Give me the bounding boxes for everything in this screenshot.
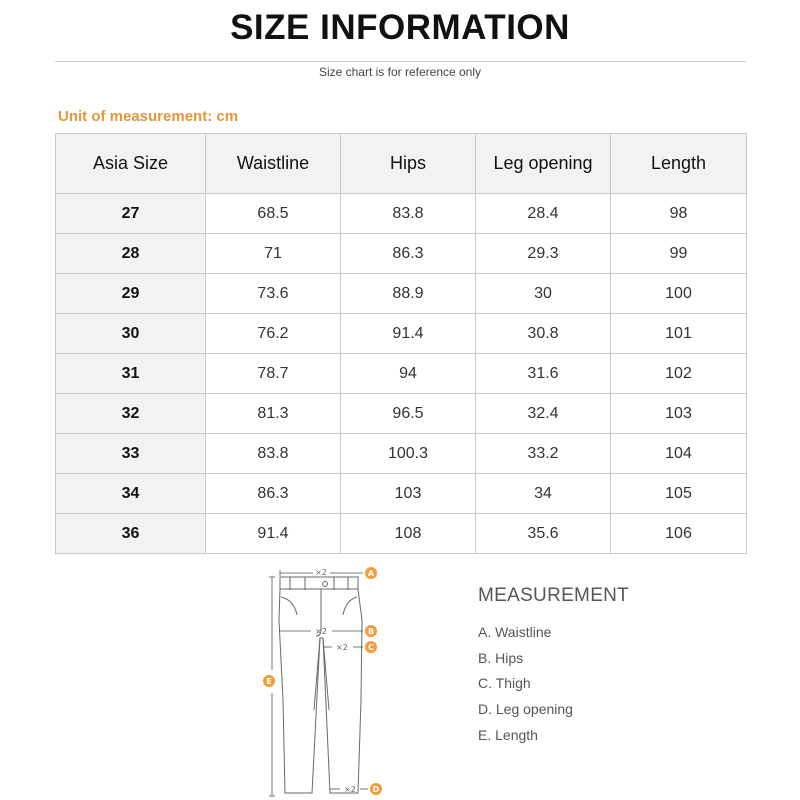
table-row bbox=[56, 274, 747, 314]
hip-multiplier: ×2 bbox=[315, 627, 327, 636]
leg-opening-multiplier: ×2 bbox=[344, 785, 356, 794]
unit-label: Unit of measurement: cm bbox=[58, 108, 239, 125]
marker-a-label: A bbox=[367, 569, 375, 578]
column-header: Leg opening bbox=[476, 134, 611, 194]
value-cell: 78.7 bbox=[206, 354, 341, 394]
thigh-multiplier: ×2 bbox=[336, 643, 348, 652]
table-row bbox=[56, 314, 747, 354]
value-cell: 104 bbox=[611, 434, 747, 474]
column-header: Asia Size bbox=[56, 134, 206, 194]
table-row bbox=[56, 194, 747, 234]
list-item: C. Thigh bbox=[478, 675, 531, 692]
value-cell: 71 bbox=[206, 234, 341, 274]
value-cell: 96.5 bbox=[341, 394, 476, 434]
value-cell: 91.4 bbox=[341, 314, 476, 354]
value-cell: 86.3 bbox=[206, 474, 341, 514]
value-cell: 101 bbox=[611, 314, 747, 354]
button bbox=[323, 582, 328, 587]
size-cell: 31 bbox=[56, 354, 206, 394]
value-cell: 31.6 bbox=[476, 354, 611, 394]
value-cell: 100.3 bbox=[341, 434, 476, 474]
value-cell: 35.6 bbox=[476, 514, 611, 554]
value-cell: 102 bbox=[611, 354, 747, 394]
value-cell: 34 bbox=[476, 474, 611, 514]
table-row bbox=[56, 354, 747, 394]
value-cell: 103 bbox=[611, 394, 747, 434]
value-cell: 32.4 bbox=[476, 394, 611, 434]
pants-diagram bbox=[250, 560, 400, 800]
value-cell: 100 bbox=[611, 274, 747, 314]
value-cell: 88.9 bbox=[341, 274, 476, 314]
pocket-left bbox=[281, 597, 297, 615]
value-cell: 106 bbox=[611, 514, 747, 554]
value-cell: 103 bbox=[341, 474, 476, 514]
value-cell: 29.3 bbox=[476, 234, 611, 274]
value-cell: 30 bbox=[476, 274, 611, 314]
column-header: Waistline bbox=[206, 134, 341, 194]
marker-e-label: E bbox=[266, 677, 272, 686]
table-row bbox=[56, 394, 747, 434]
marker-d-label: D bbox=[372, 785, 380, 794]
list-item: A. Waistline bbox=[478, 624, 552, 640]
marker-b-label: B bbox=[367, 627, 375, 636]
waist-multiplier: ×2 bbox=[315, 568, 327, 577]
value-cell: 30.8 bbox=[476, 314, 611, 354]
measurement-list bbox=[478, 623, 573, 751]
value-cell: 81.3 bbox=[206, 394, 341, 434]
list-item: B. Hips bbox=[478, 649, 524, 666]
column-header: Length bbox=[611, 134, 747, 194]
list-item: E. Length bbox=[478, 726, 538, 743]
page-title: SIZE INFORMATION bbox=[230, 8, 570, 47]
table-row bbox=[56, 474, 747, 514]
waistband bbox=[280, 577, 358, 589]
value-cell: 83.8 bbox=[341, 194, 476, 234]
belt-loop bbox=[290, 577, 348, 590]
column-header: Hips bbox=[341, 134, 476, 194]
value-cell: 76.2 bbox=[206, 314, 341, 354]
table-body bbox=[56, 194, 747, 554]
value-cell: 105 bbox=[611, 474, 747, 514]
table-row bbox=[56, 234, 747, 274]
value-cell: 86.3 bbox=[341, 234, 476, 274]
table-header-row bbox=[56, 134, 747, 194]
size-cell: 32 bbox=[56, 394, 206, 434]
pocket-right bbox=[343, 597, 357, 615]
value-cell: 83.8 bbox=[206, 434, 341, 474]
value-cell: 91.4 bbox=[206, 514, 341, 554]
size-table bbox=[55, 133, 747, 554]
value-cell: 99 bbox=[611, 234, 747, 274]
value-cell: 33.2 bbox=[476, 434, 611, 474]
size-cell: 30 bbox=[56, 314, 206, 354]
value-cell: 28.4 bbox=[476, 194, 611, 234]
size-cell: 28 bbox=[56, 234, 206, 274]
table-row bbox=[56, 514, 747, 554]
title-divider bbox=[55, 61, 746, 62]
value-cell: 108 bbox=[341, 514, 476, 554]
measurement-heading: MEASUREMENT bbox=[478, 585, 630, 606]
value-cell: 68.5 bbox=[206, 194, 341, 234]
inseam bbox=[314, 638, 329, 710]
size-cell: 27 bbox=[56, 194, 206, 234]
value-cell: 98 bbox=[611, 194, 747, 234]
marker-c-label: C bbox=[368, 643, 374, 652]
size-cell: 33 bbox=[56, 434, 206, 474]
list-item: D. Leg opening bbox=[478, 701, 573, 718]
subtitle: Size chart is for reference only bbox=[318, 65, 482, 79]
size-cell: 29 bbox=[56, 274, 206, 314]
size-cell: 36 bbox=[56, 514, 206, 554]
size-cell: 34 bbox=[56, 474, 206, 514]
value-cell: 73.6 bbox=[206, 274, 341, 314]
value-cell: 94 bbox=[341, 354, 476, 394]
table-row bbox=[56, 434, 747, 474]
